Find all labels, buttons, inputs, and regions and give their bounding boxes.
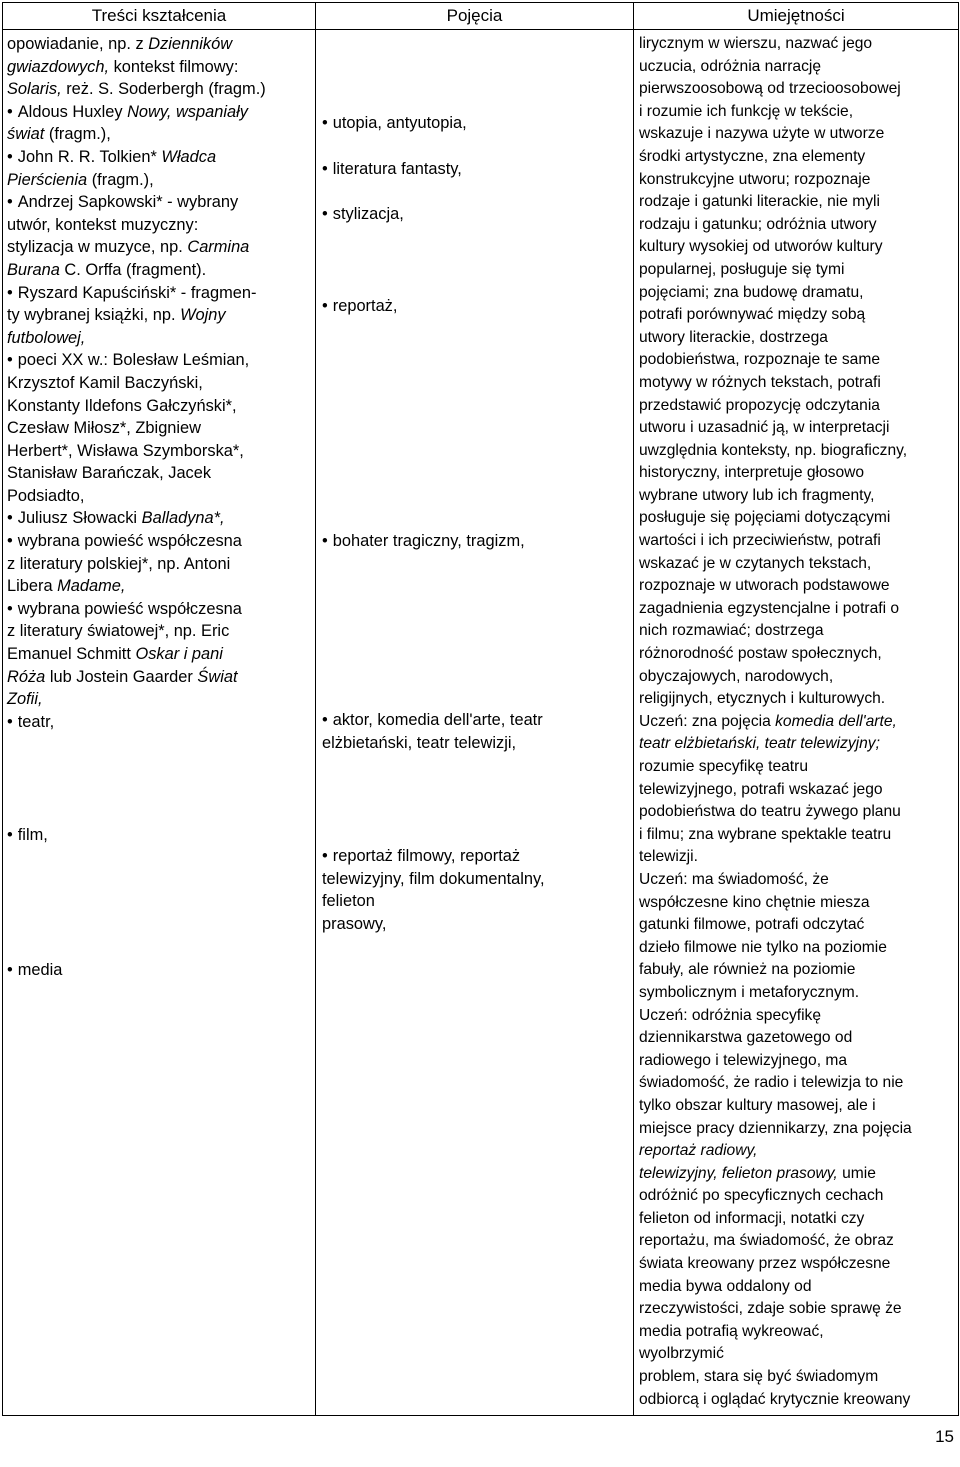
concept-line: • reportaż filmowy, reportaż [322,845,630,868]
content-line [7,869,312,892]
text: odbiorcą i oglądać krytycznie kreowany [639,1390,911,1408]
title-text: Władca [161,147,217,166]
term-text: komedia dell'arte, [775,712,897,730]
text: John R. R. Tolkien* [17,147,162,166]
skill-line [639,372,955,395]
text: Herbert*, Wisława Szymborska*, [7,441,244,460]
text: stylizacja w muzyce, np. [7,238,188,257]
text: motywy w różnych tekstach, potrafi [639,373,881,391]
term-text: teatr elżbietański, teatr telewizyjny; [639,735,880,753]
text: problem, stara się być świadomym [639,1368,879,1386]
content-line [7,937,312,960]
skill-line [639,824,955,847]
text: radiowego i telewizyjnego, ma [639,1051,848,1069]
title-text: Zofii, [7,690,43,709]
text: kontekst filmowy: [109,57,239,76]
skill-line [639,56,955,79]
text: środki artystyczne, zna elementy [639,147,866,165]
text: utwory literackie, dostrzega [639,328,828,346]
term-text: telewizyjny, felieton prasowy, [639,1164,838,1182]
concept-line: felieton [322,892,375,911]
text: Podsiadto, [7,486,85,505]
text: utworu i uzasadnić ją, w interpretacji [639,419,890,437]
title-text: Solaris, [7,80,62,99]
text: wskazuje i nazywa użyte w utworze [639,125,885,143]
text: reportażu, ma świadomość, że obraz [639,1232,894,1250]
content-line [7,756,312,779]
content-line [7,327,312,350]
content-line [7,620,312,643]
title-text: Madame, [57,577,126,596]
text: religijnych, etycznych i kulturowych. [639,690,886,708]
concept-item [322,112,630,135]
skill-line [639,598,955,621]
text: przedstawić propozycję odczytania [639,396,880,414]
term-text: reportaż radiowy, [639,1142,758,1160]
concept-item [322,530,630,553]
title-text: Dzienników [148,35,233,53]
concept-line: • utopia, antyutopia, [322,112,630,135]
text: Libera [7,577,58,596]
content-line [7,733,312,756]
content-line [7,462,312,485]
text: współczesne kino chętnie miesza [639,893,870,911]
text: posługuje się pojęciami dotyczącymi [639,509,891,527]
content-line [7,779,312,802]
skill-line [639,1230,955,1253]
text: świata kreowany przez współczesne [639,1255,891,1273]
content-line [7,553,312,576]
content-line [7,395,312,418]
text: media bywa oddalony od [639,1277,812,1295]
text: potrafi porównywać między sobą [639,306,866,324]
title-text: Burana [7,260,60,279]
content-line [7,417,312,440]
text: Aldous Huxley [17,102,128,121]
text: z literatury polskiej*, np. Antoni [7,554,231,573]
content-line [7,349,312,372]
text: rodzaje i gatunki literackie, nie myli [639,193,880,211]
content-line [7,146,312,169]
text: media [17,961,63,980]
text: C. Orffa (fragment). [59,260,207,279]
skill-line [639,1005,955,1028]
content-line [7,236,312,259]
text: gatunki filmowe, potrafi odczytać [639,916,865,934]
text: fabuły, ale również na poziomie [639,961,856,979]
concept-line: • literatura fantasty, [322,158,630,181]
skill-line [639,1185,955,1208]
text: Czesław Miłosz*, Zbigniew [7,419,202,438]
skill-line [639,169,955,192]
content-line [7,846,312,869]
text: Juliusz Słowacki [17,509,142,528]
text: rzeczywistości, zdaje sobie sprawę że [639,1300,902,1318]
text: Uczeń: odróżnia specyfikę [639,1006,822,1024]
content-line [7,643,312,666]
text: ty wybranej książki, np. [7,306,181,325]
concept-line: • stylizacja, [322,203,630,226]
content-line [7,914,312,937]
text: konstrukcyjne utworu; rozpoznaje [639,170,871,188]
skill-line [639,1208,955,1231]
header-umiejetnosci: Umiejętności [634,3,959,30]
text: pierwszoosobową od trzecioosobowej [639,80,901,98]
content-line [7,688,312,711]
skill-line [639,78,955,101]
skill-line [639,33,955,56]
text: obyczajowych, narodowych, [639,667,834,685]
text: popularnej, posługuje się tymi [639,260,845,278]
skill-line [639,1163,955,1186]
skill-line [639,1321,955,1344]
title-text: gwiazdowych, [7,57,110,76]
text: poeci XX w.: Bolesław Leśmian, [17,351,250,370]
content-line [7,507,312,530]
pojecia-column [316,30,634,1416]
concept-line: • reportaż, [322,295,630,318]
content-line [7,101,312,124]
text: (fragm.), [44,125,111,144]
concept-line: elżbietański, teatr telewizji, [322,733,517,752]
skill-line [639,643,955,666]
skill-line [639,1298,955,1321]
content-line [7,282,312,305]
text: pojęciami; zna budowę dramatu, [639,283,864,301]
text: teatr, [17,712,55,731]
content-line [7,598,312,621]
text: rodzaju i gatunku; odróżnia utwory [639,215,877,233]
text: dziennikarstwa gazetowego od [639,1029,853,1047]
skill-line [639,620,955,643]
text: podobieństwa do teatru żywego planu [639,803,901,821]
concept-item [322,845,630,935]
concept-item [322,295,630,318]
text: podobieństwa, rozpoznaje te same [639,351,880,369]
skill-line [639,688,955,711]
text: historyczny, interpretuje głosowo [639,464,865,482]
text: media potrafią wykreować, [639,1322,824,1340]
skill-line [639,779,955,802]
content-line [7,191,312,214]
text: i rozumie ich funkcję w tekście, [639,102,854,120]
text: kultury wysokiej od utworów kultury [639,238,883,256]
title-text: Balladyna*, [141,509,225,528]
text: tylko obszar kultury masowej, ale i [639,1096,876,1114]
text: Uczeń: zna pojęcia [639,712,776,730]
curriculum-table [2,2,959,1416]
header-tresci: Treści kształcenia [3,3,316,30]
text: symbolicznym i metaforycznym. [639,983,860,1001]
title-text: Oskar i pani [135,645,223,664]
skill-line [639,123,955,146]
skill-line [639,530,955,553]
text: Emanuel Schmitt [7,645,136,664]
skill-line [639,869,955,892]
skill-line [639,395,955,418]
concept-item [322,158,630,181]
content-line [7,214,312,237]
skill-line [639,1343,955,1366]
text: z literatury światowej*, np. Eric [7,622,230,641]
skill-line [639,756,955,779]
title-text: świat [7,125,45,144]
text: opowiadanie, np. z [7,35,149,53]
skill-line [639,553,955,576]
skill-line [639,892,955,915]
text: Ryszard Kapuściński* - fragmen- [17,283,257,302]
title-text: Pierścienia [7,170,88,189]
text: odróżnić po specyficznych cechach [639,1187,884,1205]
skill-line [639,801,955,824]
content-line [7,78,312,101]
skill-line [639,1389,955,1412]
text: Uczeń: ma świadomość, że [639,870,829,888]
text: wartości i ich przeciwieństw, potrafi [639,532,881,550]
page-number: 15 [935,1427,954,1446]
title-text: futbolowej, [7,328,86,347]
skill-line [639,1027,955,1050]
content-line [7,711,312,734]
text: miejsce pracy dziennikarzy, zna pojęcia [639,1119,912,1137]
content-line [7,959,312,982]
skill-line [639,1072,955,1095]
header-pojecia: Pojęcia [316,3,634,30]
text: rozumie specyfikę teatru [639,758,809,775]
text: telewizji. [639,848,698,866]
content-line [7,33,312,56]
skill-line [639,214,955,237]
content-row [3,30,959,1416]
content-line [7,824,312,847]
skill-line [639,440,955,463]
text: wybrane utwory lub ich fragmenty, [639,486,875,504]
text: Stanisław Barańczak, Jacek [7,464,212,483]
skill-line [639,304,955,327]
skill-line [639,282,955,305]
text: utwór, kontekst muzyczny: [7,215,199,234]
text: (fragm.), [87,170,154,189]
title-text: Carmina [187,238,250,257]
skill-line [639,959,955,982]
content-line [7,801,312,824]
skill-line [639,575,955,598]
tresci-column [3,30,316,1416]
concept-line: prasowy, [322,914,387,933]
skill-line [639,982,955,1005]
header-row [3,3,959,30]
skill-line [639,733,955,756]
text: rozpoznaje w utworach podstawowe [639,577,890,595]
concept-item [322,709,630,754]
content-line [7,304,312,327]
skill-line [639,937,955,960]
skill-line [639,914,955,937]
text: Krzysztof Kamil Baczyński, [7,373,203,392]
skill-line [639,1366,955,1389]
concept-item [322,203,630,226]
content-line [7,123,312,146]
content-line [7,440,312,463]
skill-line [639,666,955,689]
title-text: Wojny [180,306,226,325]
skill-line [639,1095,955,1118]
skill-line [639,191,955,214]
text: i filmu; zna wybrane spektakle teatru [639,825,892,843]
title-text: Świat [197,667,238,686]
skill-line [639,417,955,440]
skill-line [639,1050,955,1073]
skill-line [639,101,955,124]
skill-line [639,1140,955,1163]
text: Konstanty Ildefons Gałczyński*, [7,396,237,415]
text: Andrzej Sapkowski* - wybrany [17,193,239,212]
text: umie [837,1164,876,1182]
text: świadomość, że radio i telewizja to nie [639,1074,904,1092]
concept-line: • bohater tragiczny, tragizm, [322,530,630,553]
skill-line [639,259,955,282]
title-text: Nowy, wspaniały [127,102,248,121]
content-line [7,372,312,395]
text: uwzględnia konteksty, np. biograficzny, [639,441,908,459]
skill-line [639,711,955,734]
content-line [7,169,312,192]
content-line [7,530,312,553]
skill-line [639,349,955,372]
text: wybrana powieść współczesna [17,532,242,551]
skill-line [639,507,955,530]
skill-line [639,236,955,259]
text: nich rozmawiać; dostrzega [639,622,824,640]
text: wyolbrzymić [639,1345,724,1363]
skill-line [639,1118,955,1141]
umiejetnosci-column [634,30,959,1416]
skill-line [639,146,955,169]
text: wybrana powieść współczesna [17,599,242,618]
content-line [7,485,312,508]
text: telewizyjnego, potrafi wskazać jego [639,780,883,798]
concept-line: telewizyjny, film dokumentalny, [322,869,545,888]
skill-line [639,327,955,350]
skill-line [639,1253,955,1276]
text: wskazać je w czytanych tekstach, [639,554,872,572]
title-text: Róża [7,667,46,686]
text: lub Jostein Gaarder [45,667,198,686]
content-line [7,892,312,915]
text: dzieło filmowe nie tylko na poziomie [639,938,887,956]
skill-line [639,462,955,485]
skill-line [639,485,955,508]
content-line [7,666,312,689]
content-line [7,259,312,282]
content-line [7,575,312,598]
skill-line [639,846,955,869]
text: felieton od informacji, notatki czy [639,1209,865,1227]
text: zagadnienia egzystencjalne i potrafi o [639,599,900,617]
concept-line: • aktor, komedia dell'arte, teatr [322,709,630,732]
skill-line [639,1276,955,1299]
text: uczucia, odróżnia narrację [639,57,822,75]
text: lirycznym w wierszu, nazwać jego [639,35,873,52]
text: różnorodność postaw społecznych, [639,645,882,663]
content-line [7,56,312,79]
text: film, [17,825,48,844]
text: reż. S. Soderbergh (fragm.) [61,80,266,99]
